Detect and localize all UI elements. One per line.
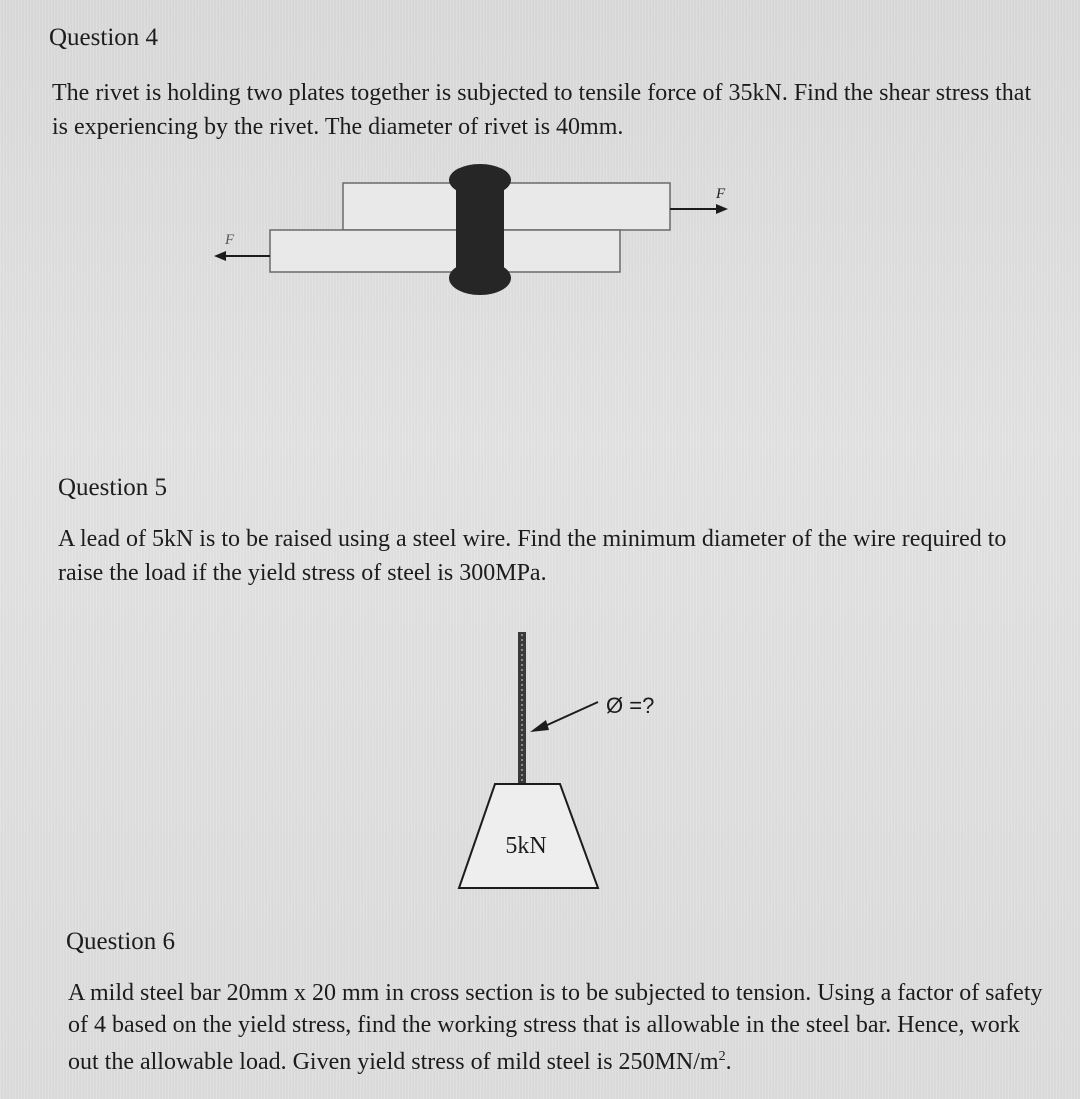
diameter-pointer-arrowhead <box>530 720 549 732</box>
force-right-label: F <box>716 186 726 202</box>
rivet-shank <box>456 172 504 284</box>
force-left-arrowhead <box>214 251 226 261</box>
load-label: 5kN <box>505 833 547 859</box>
question-6-title: Question 6 <box>66 928 176 955</box>
question-6-text-end: . <box>725 1049 732 1075</box>
force-right-arrowhead <box>716 204 728 214</box>
wire-load-diagram <box>0 620 1080 900</box>
diameter-pointer-line <box>545 702 598 726</box>
question-4-text: The rivet is holding two plates together is subjected to tensile force of 35kN. Find the shear stress that is experiencing by the rivet. The diameter of rivet is 40mm. <box>52 80 1032 140</box>
question-5-text: A lead of 5kN is to be raised using a steel wire. Find the minimum diameter of the wire required to raise the load if the yield stress of steel is 300MPa. <box>58 526 1007 586</box>
upper-plate <box>343 183 670 230</box>
force-left-label: F <box>225 232 235 248</box>
question-5-title: Question 5 <box>58 474 168 501</box>
diameter-label: Ø =? <box>606 693 655 718</box>
lower-plate <box>270 230 620 272</box>
question-6-text <box>68 977 1048 1078</box>
question-6-superscript: 2 <box>718 1049 726 1064</box>
question-4-title: Question 4 <box>49 24 159 51</box>
rivet-plates-diagram <box>0 150 1080 470</box>
question-6-text-main: A mild steel bar 20mm x 20 mm in cross section is to be subjected to tension. Using a factor of safety of 4 based on the yield stress, find the working stress that is allowable in the steel bar. Hence, work out the allowable load. Given yield stress of mild steel is 250MN/m <box>68 980 1043 1075</box>
